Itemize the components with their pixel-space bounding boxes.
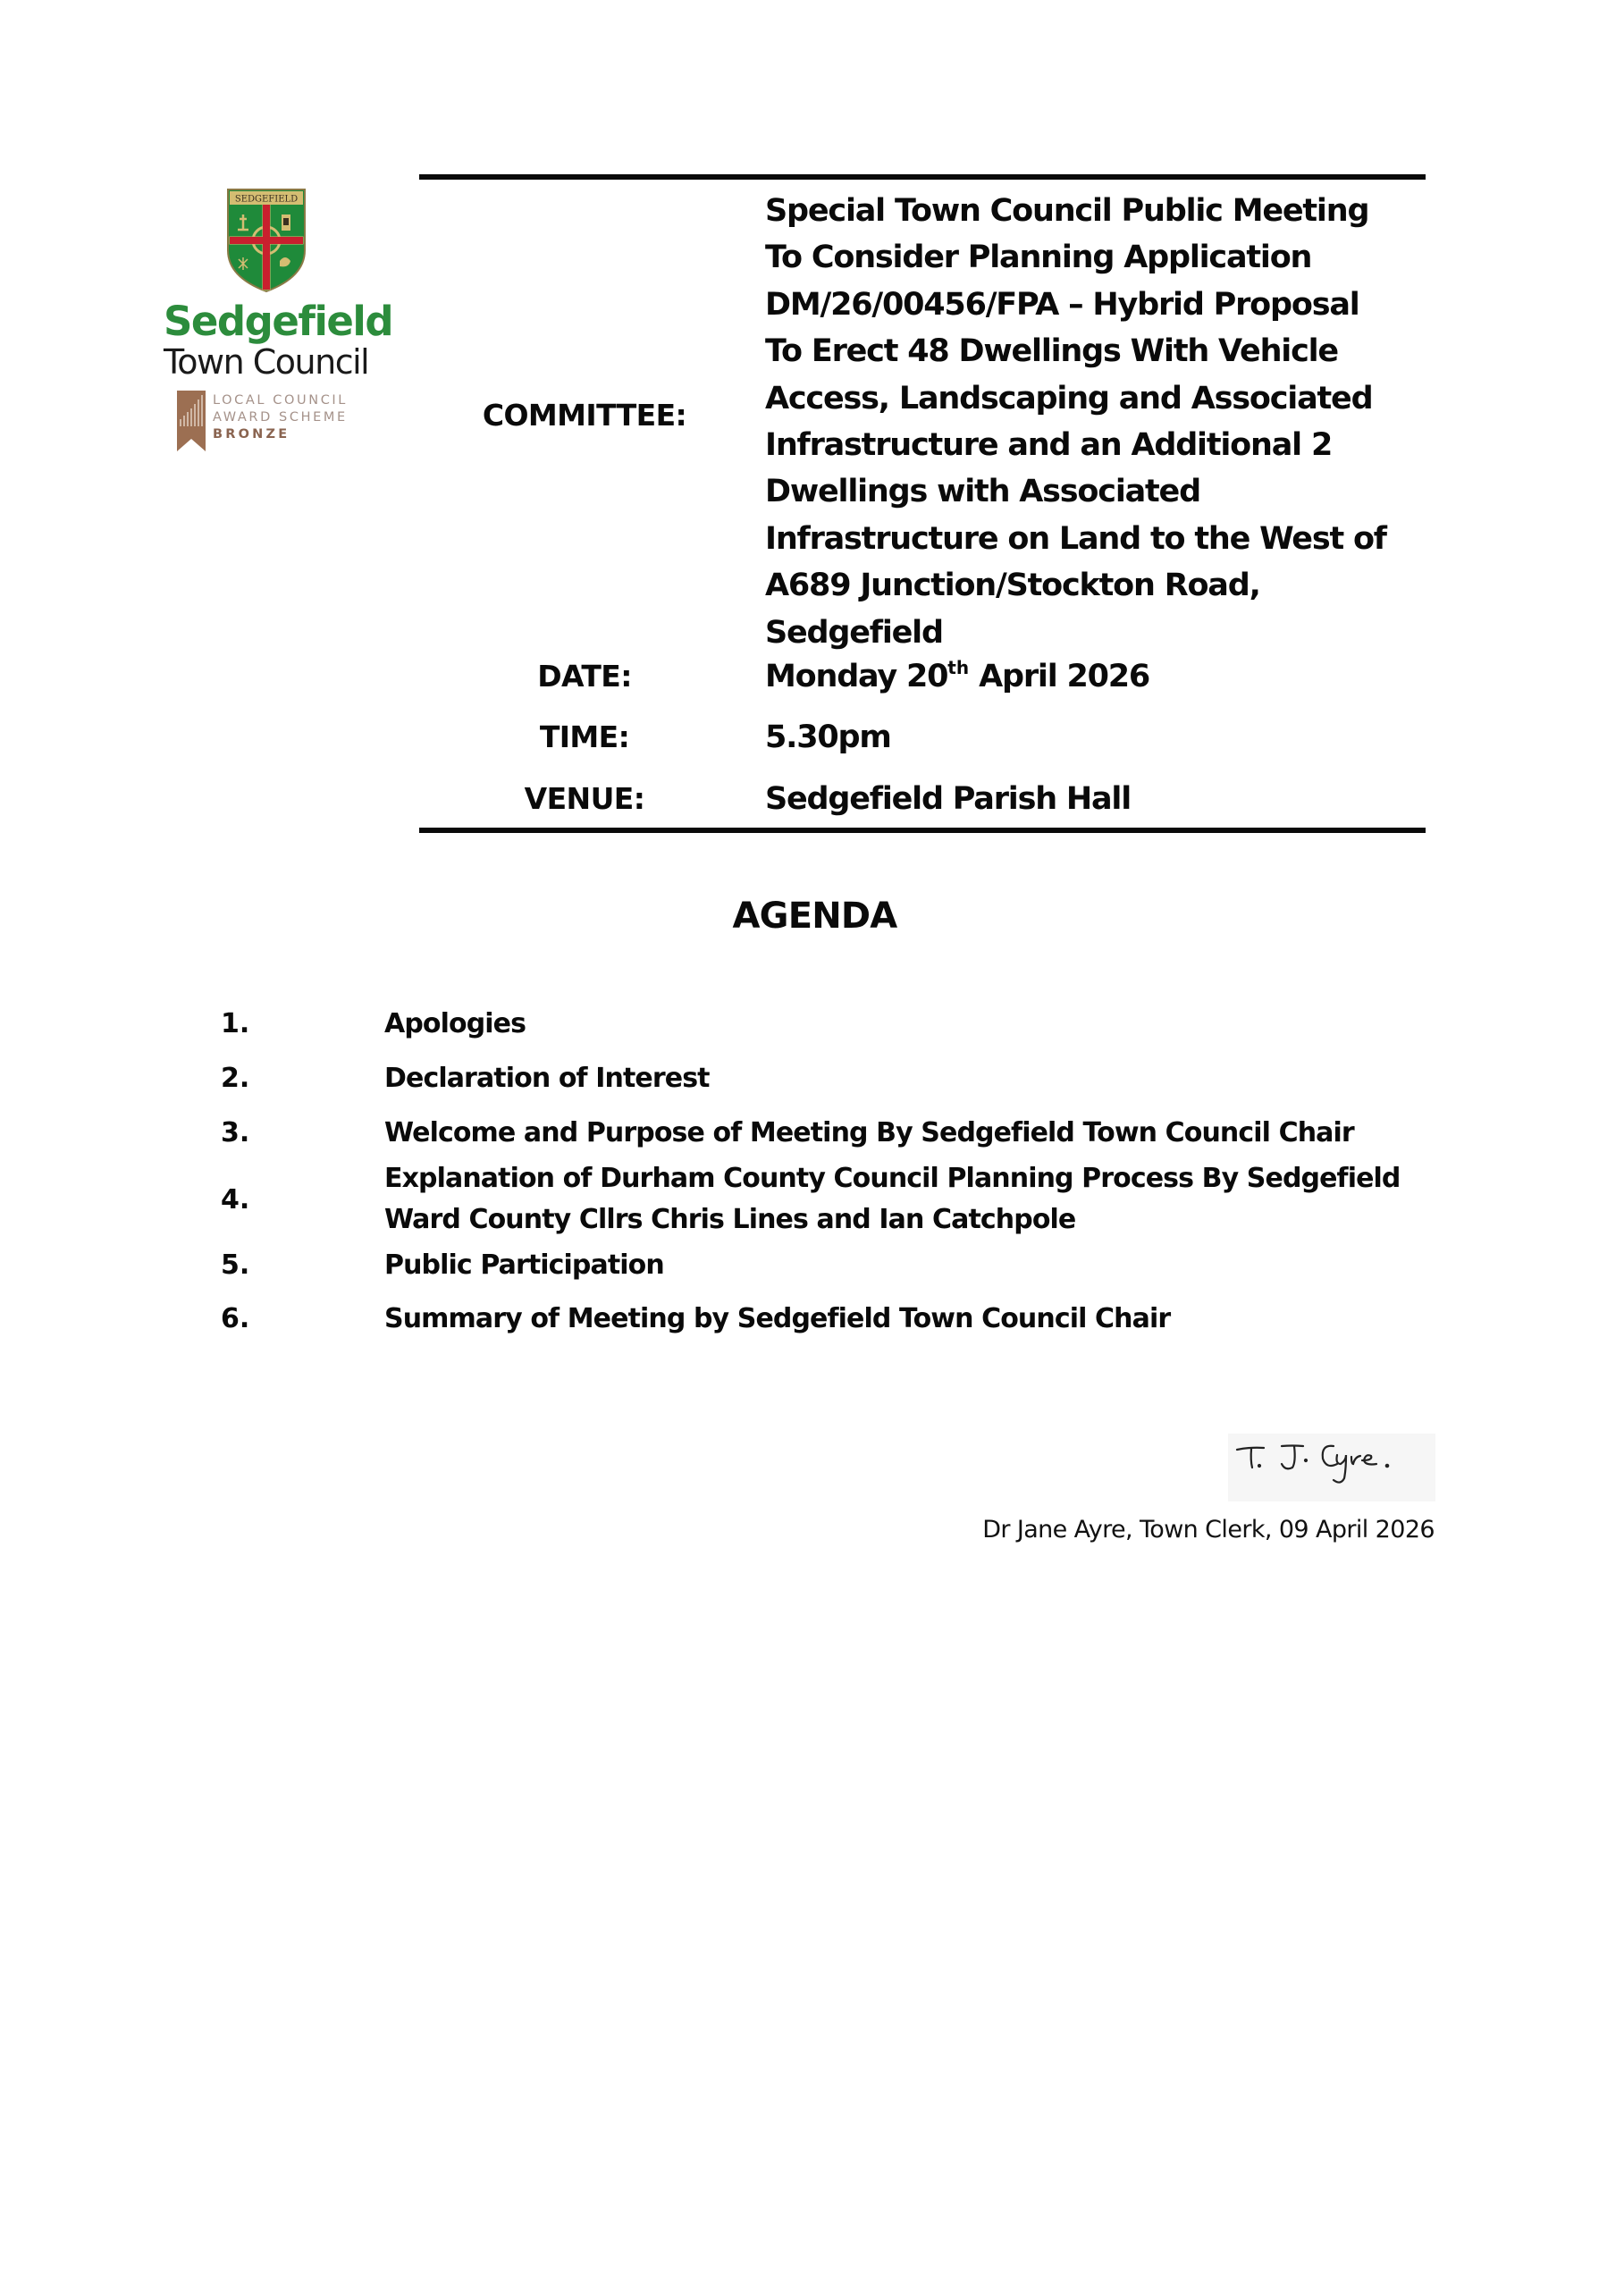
agenda-heading: [0, 896, 1624, 937]
venue-label: VENUE:: [524, 781, 645, 816]
time-label: TIME:: [539, 719, 630, 754]
committee-title-line: DM/26/00456/FPA – Hybrid Proposal: [765, 286, 1359, 323]
signature-image: [1228, 1434, 1435, 1502]
agenda-item-number: 4.: [221, 1184, 250, 1216]
agenda-item-text: Explanation of Durham County Council Planning Process By Sedgefield: [384, 1163, 1401, 1194]
committee-title-line: Sedgefield: [765, 614, 943, 651]
venue-value: Sedgefield Parish Hall: [765, 781, 1132, 817]
agenda-item-text: Ward County Cllrs Chris Lines and Ian Catchpole: [384, 1204, 1076, 1235]
date-value: [765, 657, 1150, 694]
committee-title-line: Dwellings with Associated: [765, 474, 1200, 510]
agenda-item-text: Declaration of Interest: [384, 1063, 710, 1094]
header-bottom-rule: [419, 828, 1426, 833]
award-level: BRONZE: [213, 427, 290, 442]
handwritten-signature-icon: [1228, 1434, 1435, 1502]
agenda-item-number: 2.: [221, 1063, 250, 1094]
date-day: Monday 20: [765, 659, 948, 694]
date-ordinal: th: [947, 657, 970, 678]
agenda-item-number: 6.: [221, 1303, 250, 1334]
time-value: 5.30pm: [765, 719, 891, 755]
committee-title-line: To Erect 48 Dwellings With Vehicle: [765, 333, 1338, 370]
shield-banner-text: SEDGEFIELD: [234, 194, 299, 205]
agenda-item-text: Apologies: [384, 1008, 526, 1039]
committee-title: [765, 188, 1386, 656]
coat-of-arms-icon: [226, 188, 307, 293]
committee-label: COMMITTEE:: [482, 398, 687, 433]
logo-wordmark: Sedgefield: [164, 298, 393, 345]
agenda-item-text: Welcome and Purpose of Meeting By Sedgefield Town Council Chair: [384, 1117, 1354, 1148]
agenda-item-text: Summary of Meeting by Sedgefield Town Council Chair: [384, 1303, 1171, 1334]
clerk-signoff: Dr Jane Ayre, Town Clerk, 09 April 2026: [982, 1516, 1435, 1544]
committee-title-line: Special Town Council Public Meeting: [765, 193, 1369, 229]
header-top-rule: [419, 174, 1426, 180]
council-logo: [161, 183, 393, 460]
logo-subtitle: Town Council: [164, 342, 369, 382]
committee-title-line: Infrastructure on Land to the West of: [765, 520, 1386, 557]
agenda-item-number: 5.: [221, 1249, 250, 1281]
agenda-heading-text: AGENDA: [732, 896, 897, 937]
committee-title-line: A689 Junction/Stockton Road,: [765, 568, 1260, 604]
agenda-item-number: 3.: [221, 1117, 250, 1148]
committee-title-line: To Consider Planning Application: [765, 240, 1312, 276]
committee-title-line: Access, Landscaping and Associated: [765, 380, 1373, 416]
award-scheme-line2: AWARD SCHEME: [213, 410, 348, 425]
agenda-item-number: 1.: [221, 1008, 250, 1039]
date-label: DATE:: [537, 659, 632, 694]
date-month-year: April 2026: [969, 659, 1150, 694]
award-scheme-line1: LOCAL COUNCIL: [213, 393, 348, 408]
award-ribbon-icon: [177, 391, 206, 451]
committee-title-line: Infrastructure and an Additional 2: [765, 427, 1333, 464]
agenda-item-text: Public Participation: [384, 1249, 664, 1281]
